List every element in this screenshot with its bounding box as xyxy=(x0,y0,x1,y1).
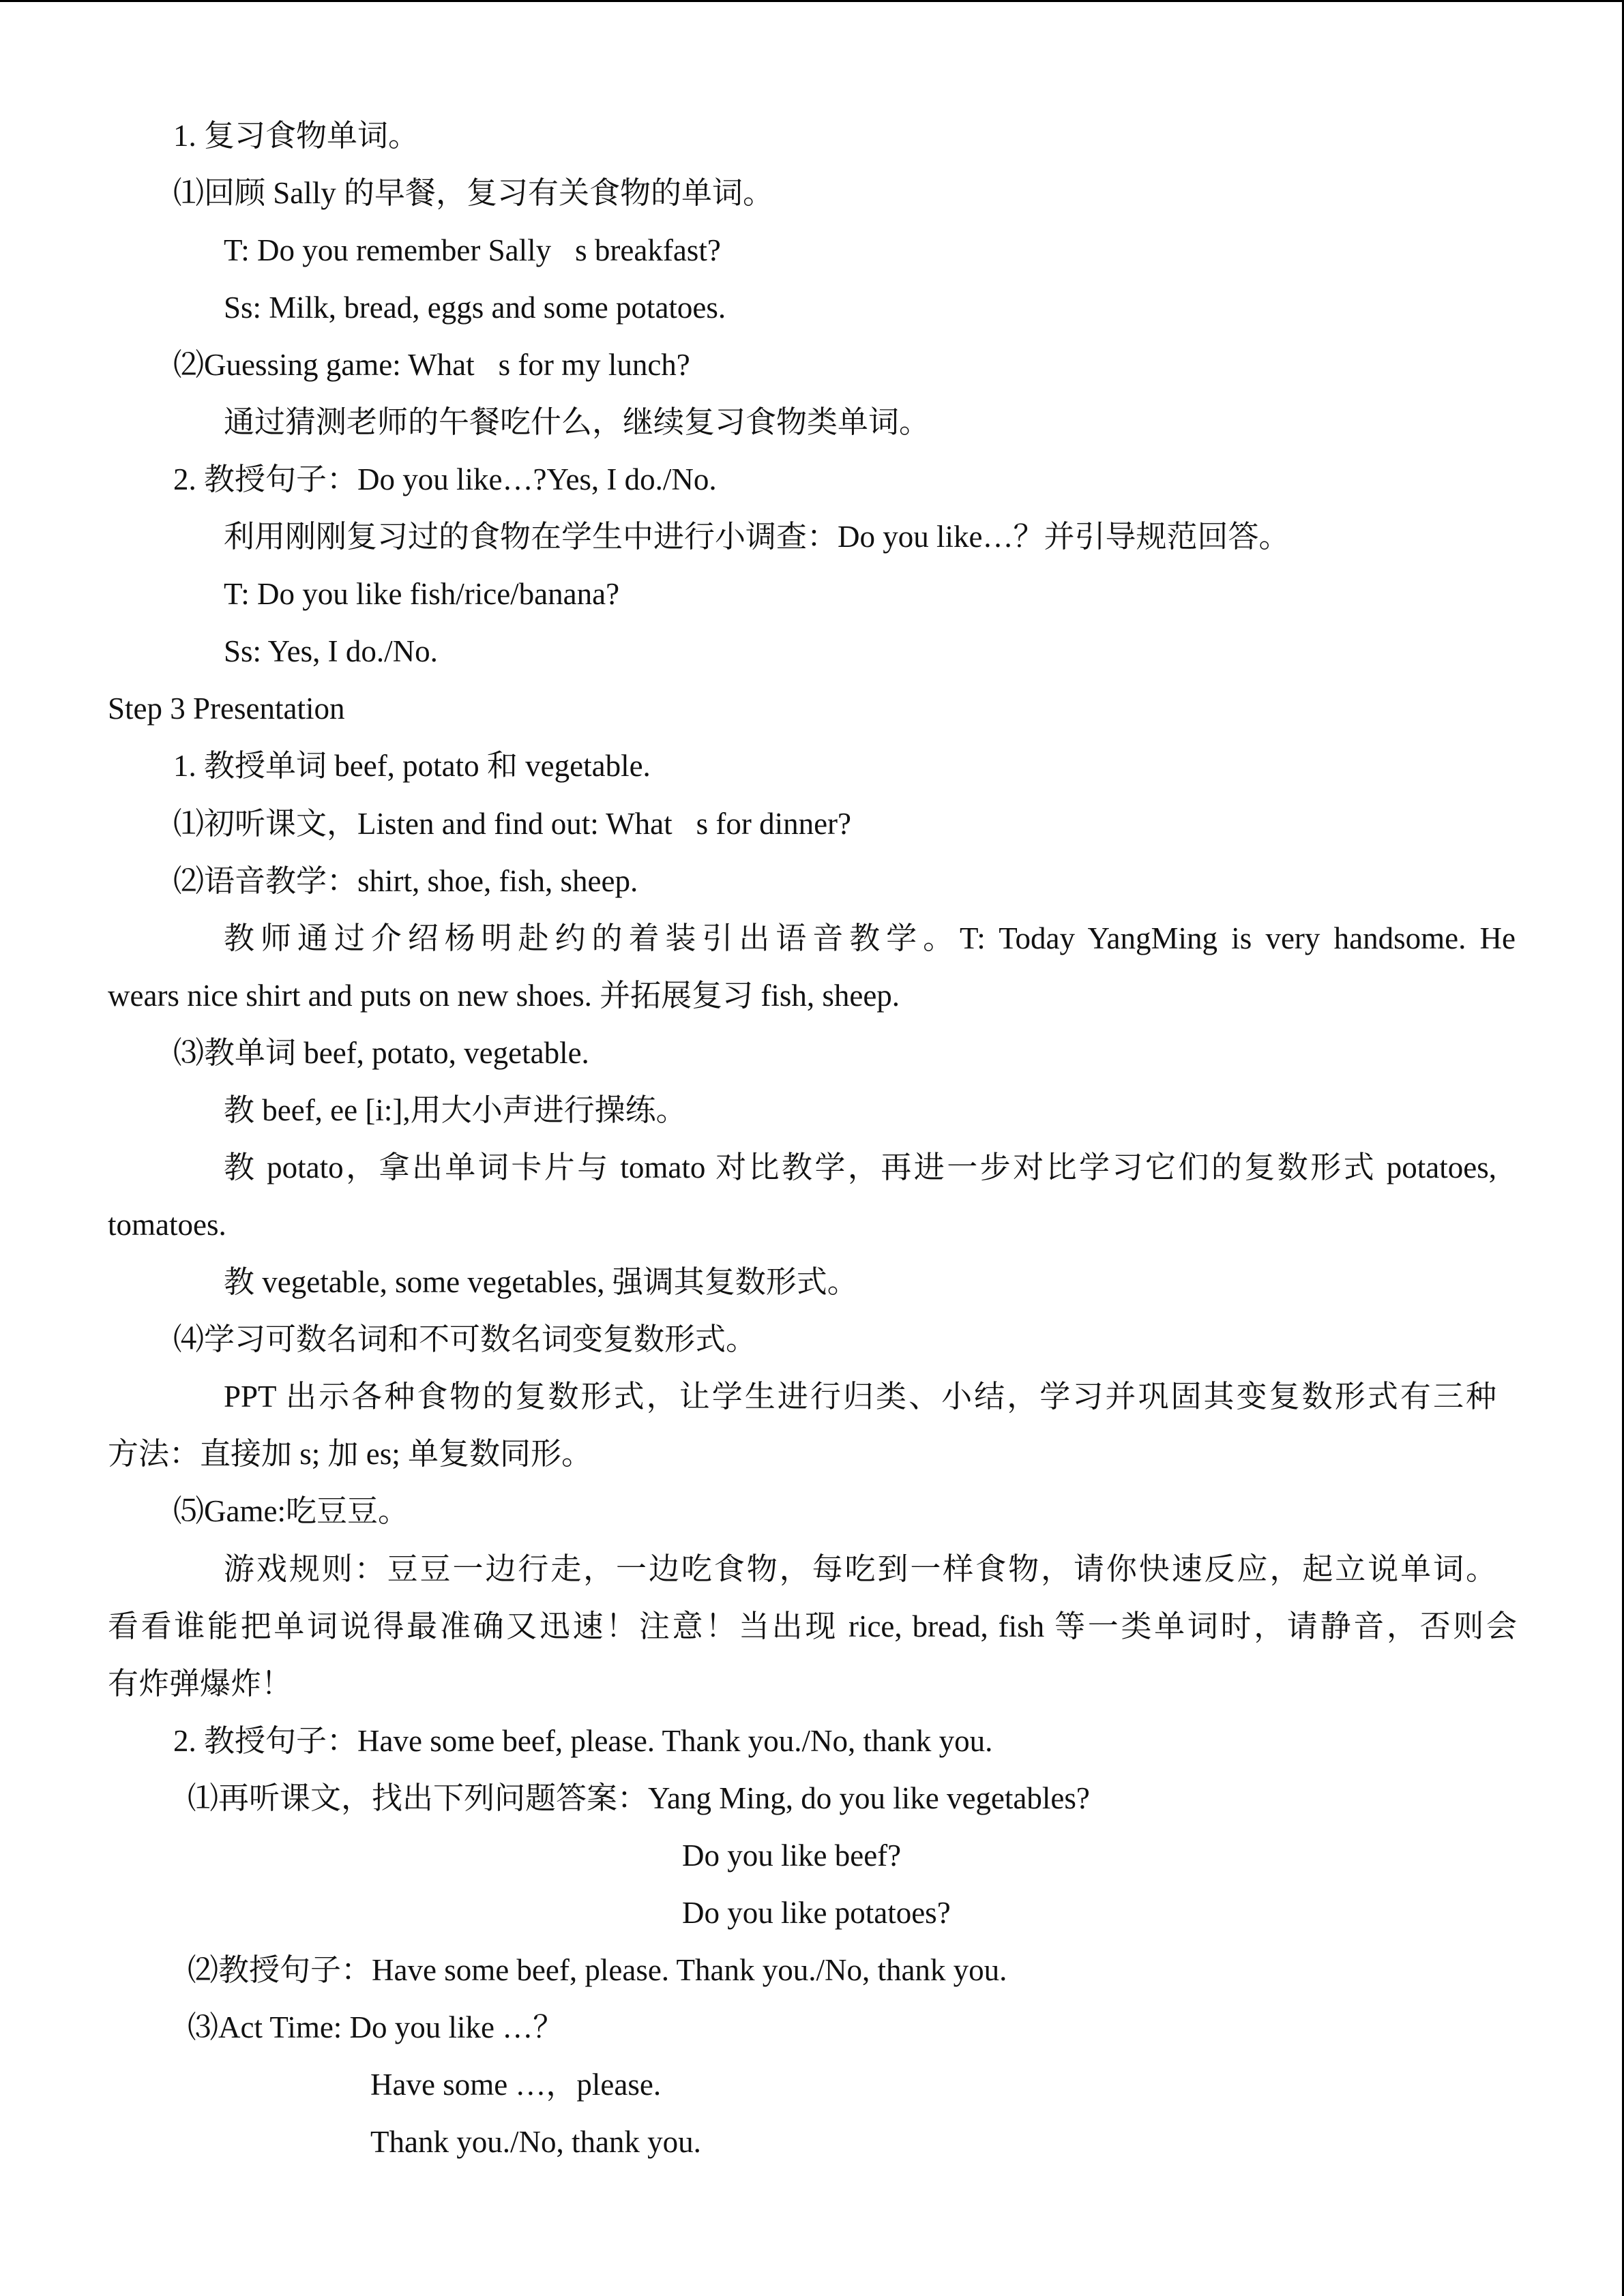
paragraph-line: 方法：直接加 s; 加 es; 单复数同形。 xyxy=(108,1437,593,1471)
sub-item-2: ⑵Guessing game: What s for my lunch? xyxy=(173,348,690,382)
paragraph-line: tomatoes. xyxy=(108,1208,226,1242)
paragraph-line: 利用刚刚复习过的食物在学生中进行小调查：Do you like…？并引导规范回答。 xyxy=(224,520,1290,554)
sub-item-1: ⑴初听课文，Listen and find out: What s for dinner? xyxy=(173,807,851,841)
heading-teach-words: 1. 教授单词 beef, potato 和 vegetable. xyxy=(173,749,651,783)
paragraph-line: PPT 出示各种食物的复数形式，让学生进行归类、小结，学习并巩固其变复数形式有三种 xyxy=(224,1380,1496,1414)
step-heading: Step 3 Presentation xyxy=(108,691,345,726)
paragraph-line: 教 beef, ee [i:],用大小声进行操练。 xyxy=(224,1093,687,1127)
sub-item-3: ⑶教单词 beef, potato, vegetable. xyxy=(173,1036,589,1070)
heading-review-food-words: 1. 复习食物单词。 xyxy=(173,119,419,153)
sub-item-4: ⑷学习可数名词和不可数名词变复数形式。 xyxy=(173,1322,757,1356)
paragraph-line: 通过猜测老师的午餐吃什么，继续复习食物类单词。 xyxy=(224,405,930,439)
practice-line: Have some …，please. xyxy=(370,2068,662,2102)
heading-teach-sentences-2: 2. 教授句子：Have some beef, please. Thank you./No, thank you. xyxy=(173,1724,993,1758)
question-line: Do you like beef? xyxy=(682,1838,902,1873)
paragraph-line: 有炸弹爆炸！ xyxy=(108,1667,293,1701)
dialog-line: T: Do you like fish/rice/banana? xyxy=(224,577,620,611)
heading-teach-sentences: 2. 教授句子：Do you like…?Yes, I do./No. xyxy=(173,462,717,496)
paragraph-line: 教 potato，拿出单词卡片与 tomato 对比教学，再进一步对比学习它们的复数形式 potatoes, xyxy=(224,1150,1496,1184)
question-line: Do you like potatoes? xyxy=(682,1896,951,1930)
sub-item-2: ⑵教授句子：Have some beef, please. Thank you./No, thank you. xyxy=(188,1953,1007,1987)
sub-item-5: ⑸Game:吃豆豆。 xyxy=(173,1494,409,1528)
dialog-line: Ss: Milk, bread, eggs and some potatoes. xyxy=(224,290,726,325)
sub-item-2: ⑵语音教学：shirt, shoe, fish, sheep. xyxy=(173,864,638,898)
paragraph-line: 教 vegetable, some vegetables, 强调其复数形式。 xyxy=(224,1265,858,1299)
paragraph-line: 游戏规则：豆豆一边行走，一边吃食物，每吃到一样食物，请你快速反应，起立说单词。 xyxy=(224,1552,1496,1586)
paragraph-line: 看看谁能把单词说得最准确又迅速！注意！当出现 rice, bread, fish 等一类单词时，请静音，否则会 xyxy=(108,1609,1517,1643)
sub-item-3: ⑶Act Time: Do you like …？ xyxy=(188,2010,564,2044)
paragraph-line: wears nice shirt and puts on new shoes. 并拓展复习 fish, sheep. xyxy=(108,979,900,1013)
sub-item-1: ⑴回顾 Sally 的早餐，复习有关食物的单词。 xyxy=(173,176,774,210)
dialog-line: T: Do you remember Sally s breakfast? xyxy=(224,233,721,267)
dialog-line: Ss: Yes, I do./No. xyxy=(224,634,438,668)
sub-item-1: ⑴再听课文，找出下列问题答案：Yang Ming, do you like vegetables? xyxy=(188,1781,1090,1815)
practice-line: Thank you./No, thank you. xyxy=(370,2125,701,2159)
paragraph-line: 教师通过介绍杨明赴约的着装引出语音教学。T: Today YangMing is very handsome. He xyxy=(224,921,1516,955)
